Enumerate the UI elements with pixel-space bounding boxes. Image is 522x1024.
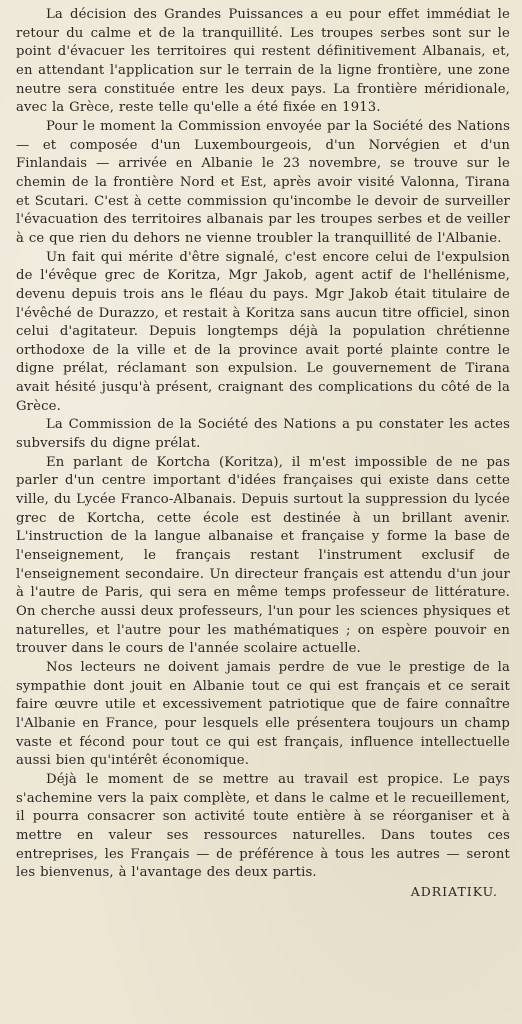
article-body (16, 6, 510, 883)
paragraph-4: La Commission de la Société des Nations a pu constater les actes subversifs du digne prélat. (16, 417, 510, 452)
paragraph-2: Pour le moment la Commission envoyée par la Société des Nations — et composée d'un Luxembourgeois, d'un Norvégien et d'un Finlandais — arrivée en Albanie le 23 novembre, se trouve sur le chemin de la frontière Nord et Est, après avoir visité Valonna, Tirana et Scutari. C'est à cette commission qu'incombe le devoir de surveiller l'évacuation des territoires albanais par les troupes serbes et de veiller à ce que rien du dehors ne vienne troubler la tranquillité de l'Albanie. (16, 118, 510, 246)
paragraph-5: En parlant de Kortcha (Koritza), il m'est impossible de ne pas parler d'un centre important d'idées françaises qui existe dans cette ville, du Lycée Franco-Albanais. Depuis surtout la suppression du lycée grec de Kortcha, cette école est destinée à un brillant avenir. L'instruction de la langue albanaise et française y forme la base de l'enseignement, le français restant l'instrument exclusif de l'enseignement secondaire. Un directeur français est attendu d'un jour à l'autre de Paris, qui sera en même temps professeur de littérature. On cherche aussi deux professeurs, l'un pour les sciences physiques et naturelles, et l'autre pour les mathématiques ; on espère pouvoir en trouver dans le cours de l'année scolaire actuelle. (16, 454, 510, 657)
paragraph-1: La décision des Grandes Puissances a eu pour effet immédiat le retour du calme et de la tranquillité. Les troupes serbes sont sur le point d'évacuer les territoires qui restent définitivement Albanais, et, en attendant l'application sur le terrain de la ligne frontière, une zone neutre sera constituée entre les deux pays. La frontière méridionale, avec la Grèce, reste telle qu'elle a été fixée en 1913. (16, 7, 510, 116)
paragraph-3: Un fait qui mérite d'être signalé, c'est encore celui de l'expulsion de l'évêque grec de Koritza, Mgr Jakob, agent actif de l'hellénisme, devenu depuis trois ans le fléau du pays. Mgr Jakob était titulaire de l'évêché de Durazzo, et restait à Koritza sans aucun titre officiel, sinon celui d'agitateur. Depuis longtemps déjà la population chrétienne orthodoxe de la ville et de la province avait porté plainte contre le digne prélat, réclamant son expulsion. Le gouvernement de Tirana avait hésité jusqu'à présent, craignant des complications du côté de la Grèce. (16, 249, 510, 414)
paragraph-7: Déjà le moment de se mettre au travail est propice. Le pays s'achemine vers la paix complète, et dans le calme et le recueillement, il pourra consacrer son activité toute entière à se réorganiser et à mettre en valeur ses ressources naturelles. Dans toutes ces entreprises, les Français — de préférence à tous les autres — seront les bienvenus, à l'avantage des deux partis. (16, 771, 510, 881)
paragraph-6: Nos lecteurs ne doivent jamais perdre de vue le prestige de la sympathie dont jouit en Albanie tout ce qui est français et ce serait faire œuvre utile et excessivement patriotique que de faire connaître l'Albanie en France, pour lesquels elle présentera toujours un champ vaste et fécond pour tout ce qui est français, influence intellectuelle aussi bien qu'intérêt économique. (16, 659, 510, 769)
author-signature: ADRIATIKU. (410, 883, 498, 899)
